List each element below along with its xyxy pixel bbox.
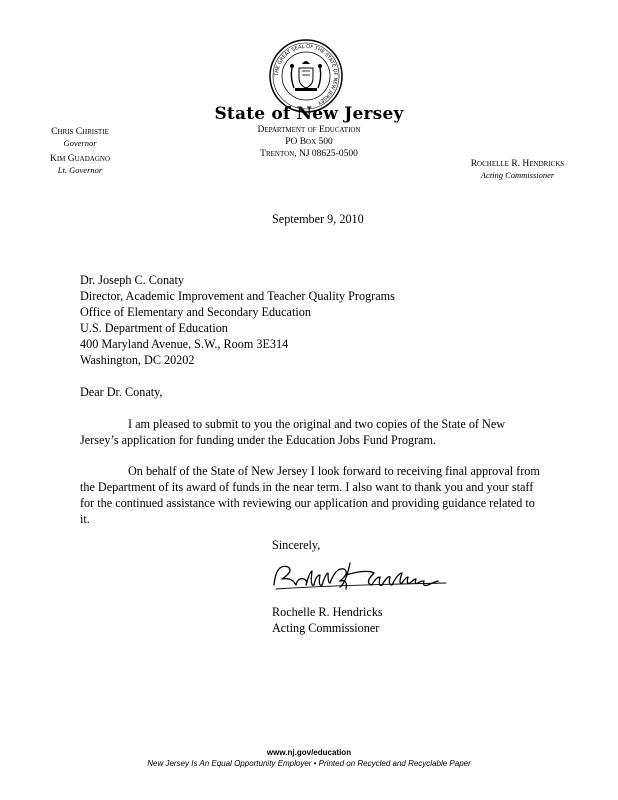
paragraph-1	[80, 416, 540, 448]
seal-text: THE GREAT SEAL OF THE STATE OF NEW JERSEY	[273, 43, 339, 106]
recipient-line: Office of Elementary and Secondary Education	[80, 305, 311, 319]
paragraph-2	[80, 463, 540, 527]
signer-block	[272, 604, 383, 636]
footer-url[interactable]: www.nj.gov/education	[266, 748, 352, 757]
recipient-line: Director, Academic Improvement and Teacher Quality Programs	[80, 289, 395, 303]
footer	[0, 747, 618, 769]
salutation: Dear Dr. Conaty,	[80, 385, 163, 399]
officials-right	[455, 159, 580, 180]
governor-name: Chris Christie	[51, 127, 109, 137]
recipient-address	[80, 272, 395, 368]
paragraph-2-text: On behalf of the State of New Jersey I look forward to receiving final approval from the Department of its award of funds in the near term. I also want to thank you and your staff for the continued assistance with reviewing our application and providing guidance related to it.	[80, 464, 540, 526]
commissioner-title: Acting Commissioner	[480, 169, 555, 180]
handwritten-signature	[266, 555, 466, 597]
officials-left	[30, 127, 130, 175]
state-title: State of New Jersey	[214, 104, 404, 124]
recipient-line: 400 Maryland Avenue, S.W., Room 3E314	[80, 337, 289, 351]
recipient-line: Dr. Joseph C. Conaty	[80, 273, 184, 287]
signer-title: Acting Commissioner	[272, 621, 380, 635]
governor-title: Governor	[63, 137, 97, 148]
state-seal-logo	[268, 38, 344, 114]
city-zip: Trenton, NJ 08625-0500	[260, 149, 358, 159]
paragraph-1-text: I am pleased to submit to you the original and two copies of the State of New Jersey’s application for funding under the Education Jobs Fund Program.	[80, 417, 506, 447]
closing: Sincerely,	[272, 538, 321, 552]
recipient-line: Washington, DC 20202	[80, 353, 195, 367]
recipient-line: U.S. Department of Education	[80, 321, 228, 335]
lt-governor-name: Kim Guadagno	[49, 154, 111, 164]
commissioner-name: Rochelle R. Hendricks	[470, 159, 565, 169]
po-box: PO Box 500	[285, 137, 333, 147]
lt-governor-title: Lt. Governor	[57, 164, 103, 175]
footer-tagline: New Jersey Is An Equal Opportunity Employer • Printed on Recycled and Recyclable Paper	[147, 759, 471, 768]
department-name: Department of Education	[257, 125, 361, 135]
signer-name: Rochelle R. Hendricks	[272, 605, 383, 619]
letter-date: September 9, 2010	[272, 212, 364, 226]
